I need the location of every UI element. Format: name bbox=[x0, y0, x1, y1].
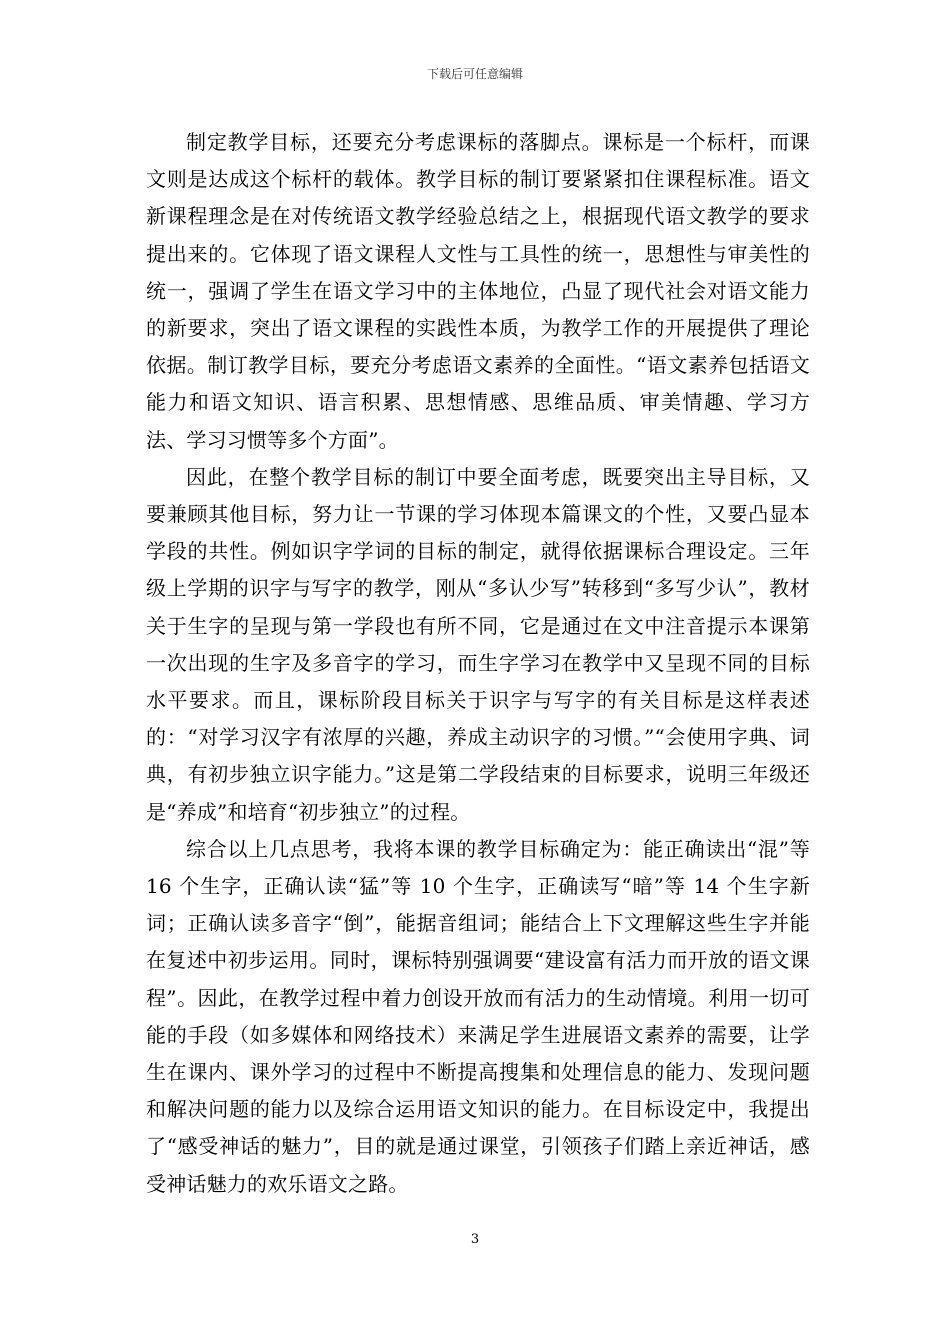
body-text bbox=[146, 124, 810, 1203]
paragraph-1: 制定教学目标，还要充分考虑课标的落脚点。课标是一个标杆，而课文则是达成这个标杆的载体。教学目标的制订要紧紧扣住课程标准。语文新课程理念是在对传统语文教学经验总结之上，根据现代语文教学的要求提出来的。它体现了语文课程人文性与工具性的统一，思想性与审美性的统一，强调了学生在语文学习中的主体地位，凸显了现代社会对语文能力的新要求，突出了语文课程的实践性本质，为教学工作的开展提供了理论依据。制订教学目标，要充分考虑语文素养的全面性。“语文素养包括语文能力和语文知识、语言积累、思想情感、思维品质、审美情趣、学习方法、学习习惯等多个方面”。 bbox=[146, 130, 810, 452]
paragraph-3: 综合以上几点思考，我将本课的教学目标确定为：能正确读出“混”等 16 个生字，正确认读“猛”等 10 个生字，正确读写“暗”等 14 个生字新词；正确认读多音字“倒”，能据音组词；能结合上下文理解这些生字并能在复述中初步运用。同时，课标特别强调要“建设富有活力而开放的语文课程”。因此，在教学过程中着力创设开放而有活力的生动情境。利用一切可能的手段（如多媒体和网络技术）来满足学生进展语文素养的需要，让学生在课内、课外学习的过程中不断提高搜集和处理信息的能力、发现问题和解决问题的能力以及综合运用语文知识的能力。在目标设定中，我提出了“感受神话的魅力”，目的就是通过课堂，引领孩子们踏上亲近神话，感受神话魅力的欢乐语文之路。 bbox=[146, 836, 810, 1196]
page-number: 3 bbox=[470, 1232, 480, 1247]
page-header: 下载后可任意编辑 bbox=[426, 67, 523, 81]
paragraph-2: 因此，在整个教学目标的制订中要全面考虑，既要突出主导目标，又要兼顾其他目标，努力让一节课的学习体现本篇课文的个性，又要凸显本学段的共性。例如识字学词的目标的制定，就得依据课标合理设定。三年级上学期的识字与写字的教学，刚从“多认少写”转移到“多写少认”，教材关于生字的呈现与第一学段也有所不同，它是通过在文中注音提示本课第一次出现的生字及多音字的学习，而生字学习在教学中又呈现不同的目标水平要求。而且，课标阶段目标关于识字与写字的有关目标是这样表述的：“对学习汉字有浓厚的兴趣，养成主动识字的习惯。”“会使用字典、词典，有初步独立识字能力。”这是第二学段结束的目标要求，说明三年级还是“养成”和培育“初步独立”的过程。 bbox=[146, 464, 810, 824]
